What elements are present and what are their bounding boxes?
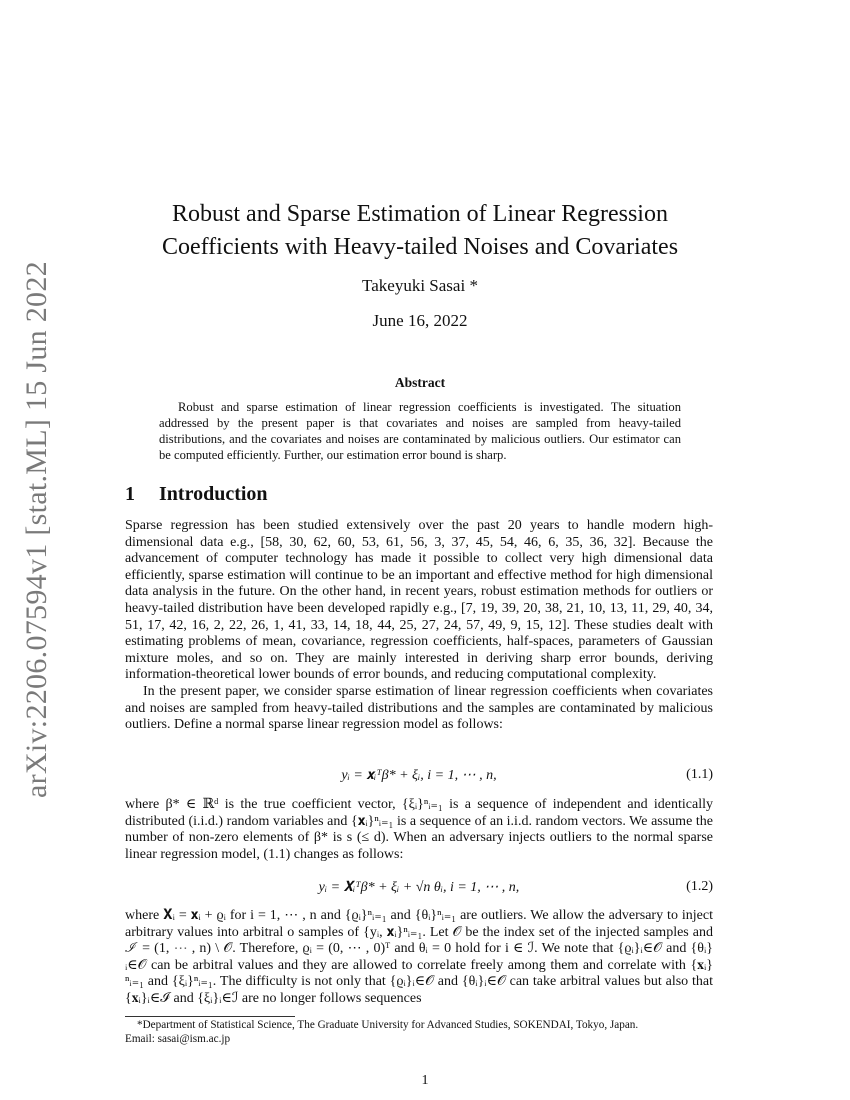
section-title: Introduction (159, 483, 268, 505)
paragraph-2: In the present paper, we consider sparse estimation of linear regression coefficients when covariates and noises are sampled from heavy-tailed distributions and the samples are contaminated by malicious outliers. Define a normal sparse linear regression model as follows: (125, 683, 713, 733)
date: June 16, 2022 (372, 311, 468, 330)
body-text-block-1 (125, 518, 713, 734)
equation-1-2-math: yᵢ = 𝐗ᵢᵀβ* + ξᵢ + √n θᵢ, i = 1, ⋯ , n, (318, 880, 520, 895)
equation-1-1-number: (1.1) (686, 767, 713, 782)
page-number: 1 (421, 1073, 429, 1088)
paper-title (125, 198, 715, 264)
footnote (125, 1019, 713, 1046)
equation-1-1-math: yᵢ = 𝐱ᵢᵀβ* + ξᵢ, i = 1, ⋯ , n, (341, 768, 497, 783)
abstract-body (159, 399, 681, 463)
paragraph-1: Sparse regression has been studied extensively over the past 20 years to handle modern high-dimensional data e.g., [58, 30, 62, 60, 53, 61, 56, 3, 37, 45, 54, 46, 6, 35, 36, 32]. Because the advancement of computer technology has made it possible to collect very high dimensional data efficiently, sparse estimation will continue to be an important and effective method for high dimensional data analysis in the future. On the other hand, in recent years, robust estimation methods for outliers or heavy-tailed distribution have been developed rapidly e.g., [7, 19, 39, 20, 38, 21, 10, 13, 11, 29, 40, 34, 51, 17, 42, 16, 2, 22, 26, 1, 41, 33, 14, 18, 44, 25, 27, 24, 57, 49, 9, 15, 12]. These studies dealt with estimating problems of mean, covariance, regression coefficients, half-spaces, parameters of Gaussian mixture moles, and so on. They are mainly interested in deriving sharp error bounds, deriving information-theoretical lower bounds of error bounds, and reducing computational complexity. (125, 518, 713, 683)
paragraph-4: where 𝐗ᵢ = 𝐱ᵢ + ϱᵢ for i = 1, ⋯ , n and {ϱᵢ}ⁿᵢ₌₁ and {θᵢ}ⁿᵢ₌₁ are outliers. We allow the adversary to inject arbitrary values into arbitral o samples of {yᵢ, 𝐱ᵢ}ⁿᵢ₌₁. Let 𝒪 be the index set of the injected samples and ℐ = (1, ⋯ , n) \ 𝒪. Therefore, ϱᵢ = (0, ⋯ , 0)ᵀ and θᵢ = 0 hold for i ∈ ℐ. We note that {ϱᵢ}ᵢ∈𝒪 and {θᵢ}ᵢ∈𝒪 can be arbitral values and they are allowed to correlate freely among them and correlate with {𝐱ᵢ}ⁿᵢ₌₁ and {ξᵢ}ⁿᵢ₌₁. The difficulty is not only that {ϱᵢ}ᵢ∈𝒪 and {θᵢ}ᵢ∈𝒪 can take arbitral values but also that {𝐱ᵢ}ᵢ∈ℐ and {ξᵢ}ᵢ∈ℐ are no longer follows sequences (125, 908, 713, 1006)
author: Takeyuki Sasai * (362, 276, 478, 295)
footnote-affiliation: *Department of Statistical Science, The Graduate University for Advanced Studies, SOKENDAI, Tokyo, Japan. (137, 1019, 639, 1031)
footnote-email: Email: sasai@ism.ac.jp (125, 1032, 231, 1045)
section-heading (125, 483, 268, 506)
abstract-text: Robust and sparse estimation of linear regression coefficients is investigated. The situation addressed by the present paper is that covariates and noises are sampled from heavy-tailed distributions, and the covariates and noises are contaminated by malicious outliers. Our estimator can be computed efficiently. Further, our estimation error bound is sharp. (159, 400, 681, 462)
body-text-block-3 (125, 908, 713, 1008)
paragraph-3: where β* ∈ ℝᵈ is the true coefficient vector, {ξᵢ}ⁿᵢ₌₁ is a sequence of independent and identically distributed (i.i.d.) random variables and {𝐱ᵢ}ⁿᵢ₌₁ is a sequence of an i.i.d. random vectors. We assume the number of non-zero elements of β* is s (≤ d). When an adversary injects outliers to the normal sparse linear regression model, (1.1) changes as follows: (125, 797, 713, 862)
abstract-heading: Abstract (394, 375, 446, 390)
title-line-2: Coefficients with Heavy-tailed Noises and Covariates (161, 234, 679, 260)
arxiv-identifier: arXiv:2206.07594v1 [stat.ML] 15 Jun 2022 (20, 261, 53, 798)
body-text-block-2 (125, 797, 713, 863)
equation-1-2-number: (1.2) (686, 879, 713, 894)
title-line-1: Robust and Sparse Estimation of Linear Regression (172, 201, 668, 227)
section-number: 1 (125, 483, 135, 505)
footnote-divider (125, 1016, 295, 1017)
